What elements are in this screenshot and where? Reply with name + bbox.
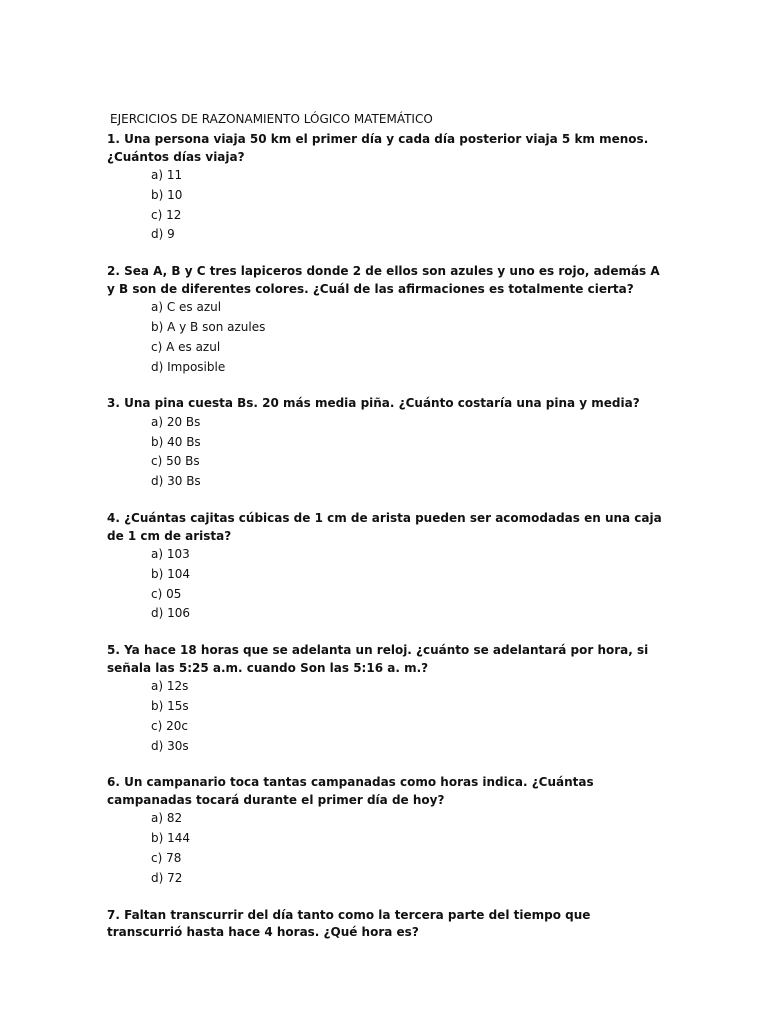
- answer-options: [107, 166, 668, 245]
- question-3: [107, 395, 668, 492]
- answer-option-b: b) 40 Bs: [151, 434, 201, 449]
- answer-option-b: b) A y B son azules: [151, 319, 266, 334]
- answer-option-c: c) 05: [151, 586, 182, 601]
- question-5: [107, 642, 668, 756]
- answer-option-b: b) 104: [151, 566, 191, 581]
- question-text: 7. Faltan transcurrir del día tanto como la tercera parte del tiempo que transcurrió hasta hace 4 horas. ¿Qué hora es?: [107, 907, 591, 940]
- answer-option-d: d) 30s: [151, 738, 189, 753]
- question-text: 6. Un campanario toca tantas campanadas como horas indica. ¿Cuántas campanadas tocará durante el primer día de hoy?: [107, 775, 594, 807]
- question-2: [107, 263, 668, 377]
- answer-option-d: d) 30 Bs: [151, 474, 201, 489]
- answer-options: [107, 413, 668, 492]
- answer-option-a: a) 103: [151, 547, 190, 562]
- answer-option-d: d) 9: [151, 227, 175, 242]
- question-list: [107, 131, 668, 942]
- question-7: [107, 907, 668, 942]
- answer-option-b: b) 10: [151, 187, 183, 202]
- question-4: [107, 510, 668, 624]
- answer-options: [107, 545, 668, 624]
- answer-option-d: d) Imposible: [151, 359, 226, 374]
- answer-option-b: b) 144: [151, 831, 191, 846]
- question-text: 2. Sea A, B y C tres lapiceros donde 2 de ellos son azules y uno es rojo, además A y B son de diferentes colores. ¿Cuál de las afirmaciones es totalmente cierta?: [107, 264, 660, 296]
- answer-option-d: d) 106: [151, 606, 191, 621]
- answer-option-a: a) C es azul: [151, 300, 222, 315]
- answer-option-c: c) 78: [151, 851, 182, 866]
- answer-option-b: b) 15s: [151, 699, 189, 714]
- question-6: [107, 774, 668, 888]
- document-title: EJERCICIOS DE RAZONAMIENTO LÓGICO MATEMÁTICO: [110, 112, 433, 126]
- answer-option-a: a) 82: [151, 811, 183, 826]
- answer-option-a: a) 20 Bs: [151, 414, 201, 429]
- question-1: [107, 131, 668, 245]
- answer-option-d: d) 72: [151, 870, 183, 885]
- question-text: 3. Una pina cuesta Bs. 20 más media piña. ¿Cuánto costaría una pina y media?: [107, 396, 640, 411]
- answer-option-a: a) 11: [151, 168, 183, 182]
- question-text: 4. ¿Cuántas cajitas cúbicas de 1 cm de arista pueden ser acomodadas en una caja de 1 cm de arista?: [107, 511, 662, 543]
- answer-option-c: c) 12: [151, 207, 182, 222]
- answer-option-c: c) 20c: [151, 718, 188, 733]
- answer-option-c: c) A es azul: [151, 339, 221, 354]
- answer-options: [107, 677, 668, 756]
- question-text: 1. Una persona viaja 50 km el primer día y cada día posterior viaja 5 km menos. ¿Cuántos días viaja?: [107, 132, 649, 164]
- answer-option-c: c) 50 Bs: [151, 454, 200, 469]
- question-text: 5. Ya hace 18 horas que se adelanta un reloj. ¿cuánto se adelantará por hora, si señala las 5:25 a.m. cuando Son las 5:16 a. m.?: [107, 643, 649, 675]
- answer-options: [107, 298, 668, 377]
- answer-option-a: a) 12s: [151, 679, 189, 694]
- answer-options: [107, 809, 668, 888]
